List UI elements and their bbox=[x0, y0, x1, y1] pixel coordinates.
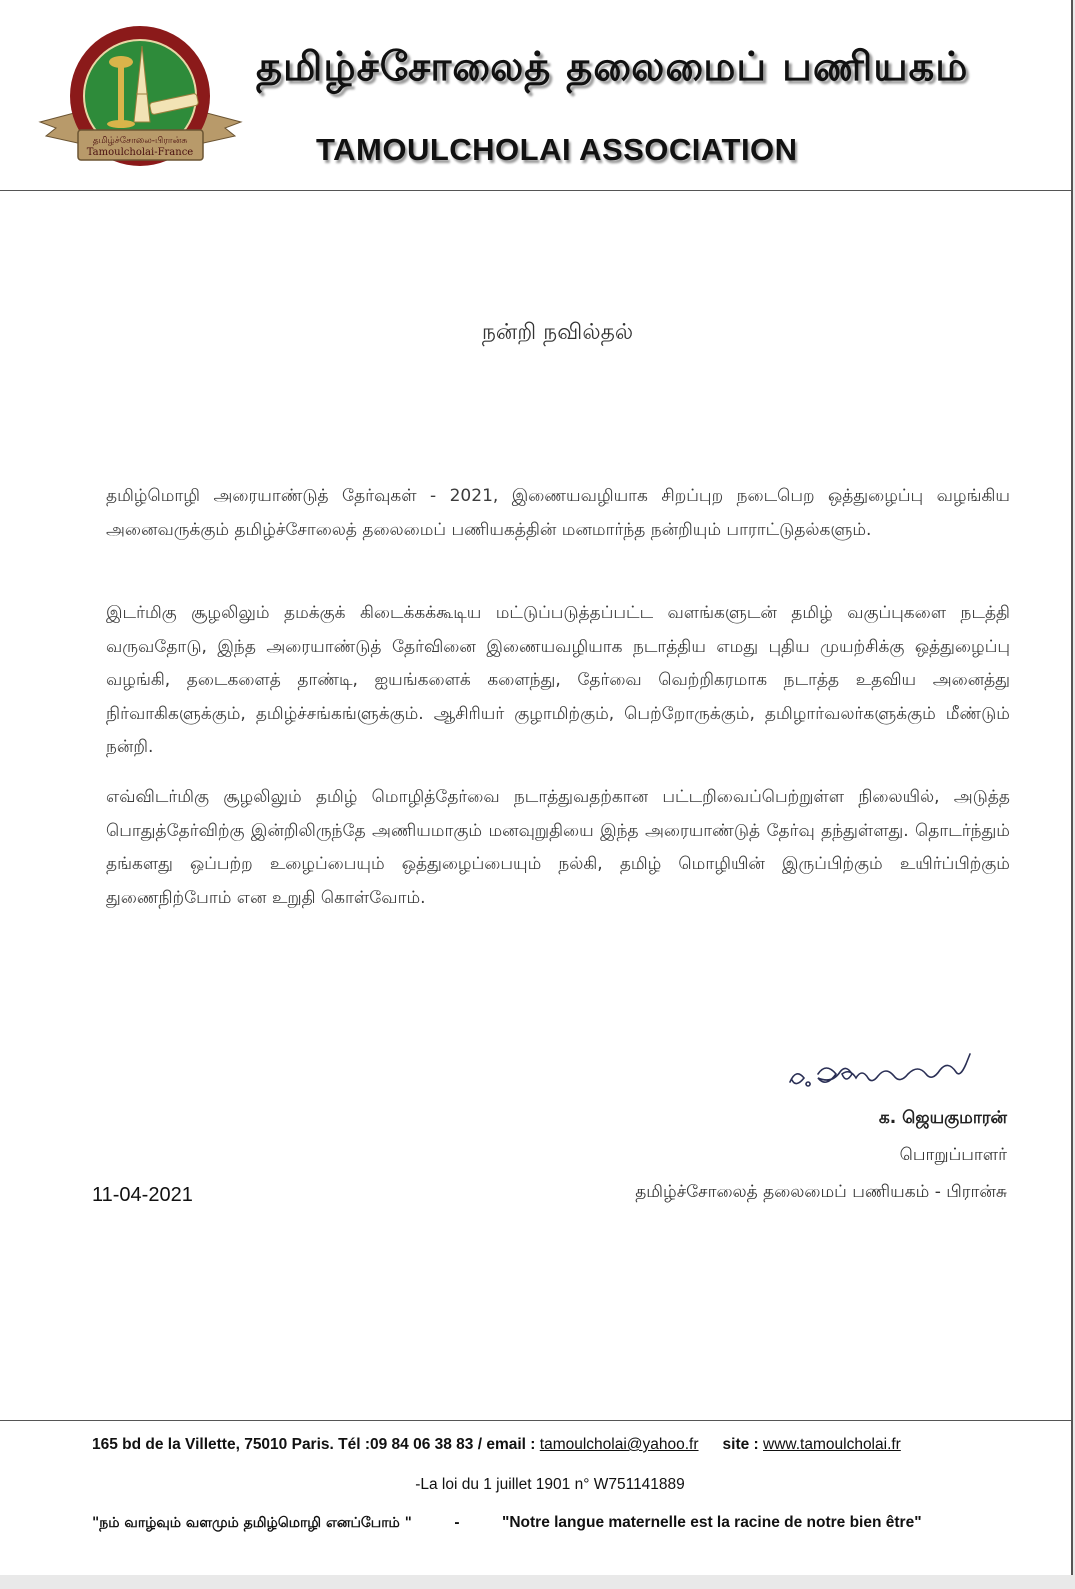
paragraph-3: எவ்விடர்மிகு சூழலிலும் தமிழ் மொழித்தேர்வை நடாத்துவதற்கான பட்டறிவைப்பெற்றுள்ள நிலையில், அடுத்த பொதுத்தேர்விற்கு இன்றிலிருந்தே அணியமாகும் மனவுறுதியை இந்த அரையாண்டுத் தேர்வு தந்துள்ளது. தொடர்ந்தும் தங்களது ஒப்பற்ற உழைப்பையும் ஒத்துழைப்பையும் நல்கி, தமிழ் மொழியின் இருப்பிற்கும் உயிர்ப்பிற்கும் துணைநிற்போம் என உறுதி கொள்வோம். bbox=[106, 787, 1010, 908]
document-date: 11-04-2021 bbox=[92, 1184, 193, 1206]
footer-divider bbox=[0, 1420, 1073, 1421]
footer-site-label: site : bbox=[722, 1436, 764, 1453]
footer-contact bbox=[92, 1436, 1012, 1454]
footer-motto-tamil: "நம் வாழ்வும் வளமும் தமிழ்மொழி எனப்போம் " bbox=[92, 1515, 412, 1531]
footer-mottos bbox=[92, 1514, 1012, 1533]
organization-title-french: TAMOULCHOLAI ASSOCIATION bbox=[316, 132, 798, 167]
footer-site-link[interactable]: www.tamoulcholai.fr bbox=[763, 1436, 901, 1453]
organization-title-tamil: தமிழ்ச்சோலைத் தலைமைப் பணியகம் bbox=[256, 44, 969, 90]
paragraph-2: இடர்மிகு சூழலிலும் தமக்குக் கிடைக்கக்கூடிய மட்டுப்படுத்தப்பட்ட வளங்களுடன் தமிழ் வகுப்புகளை நடத்தி வருவதோடு, இந்த அரையாண்டுத் தேர்வினை இணையவழியாக நடாத்திய எமது புதிய முயற்சிக்கு ஒத்துழைப்பு வழங்கி, தடைகளைத் தாண்டி, ஐயங்களைக் களைந்து, தேர்வை வெற்றிகரமாக நடாத்த உதவிய அனைத்து நிர்வாகிகளுக்கும், தமிழ்ச்சங்கங்ளுக்கும். ஆசிரியர் குழாமிற்கும், பெற்றோருக்கும், தமிழார்வலர்களுக்கும் மீண்டும் நன்றி. bbox=[106, 603, 1010, 757]
footer-email-link[interactable]: tamoulcholai@yahoo.fr bbox=[539, 1436, 699, 1453]
association-logo bbox=[38, 24, 243, 174]
logo-banner-tamil: தமிழ்ச்சோலை-பிரான்சு bbox=[92, 136, 188, 146]
logo-banner-french: Tamoulcholai-France bbox=[86, 147, 194, 158]
document-title: நன்றி நவில்தல் bbox=[481, 320, 634, 345]
signer-name: க. ஜெயகுமாரன் bbox=[878, 1108, 1007, 1128]
footer-legal: -La loi du 1 juillet 1901 n° W751141889 bbox=[415, 1476, 685, 1493]
handwritten-signature bbox=[784, 1052, 1014, 1100]
footer-motto-separator: - bbox=[454, 1514, 460, 1531]
header-divider bbox=[0, 190, 1073, 191]
signer-role: பொறுப்பாளர் bbox=[899, 1145, 1007, 1165]
footer-motto-french: "Notre langue maternelle est la racine de notre bien être" bbox=[501, 1514, 922, 1531]
signer-organization: தமிழ்ச்சோலைத் தலைமைப் பணியகம் - பிரான்சு bbox=[635, 1182, 1007, 1202]
paragraph-1: தமிழ்மொழி அரையாண்டுத் தேர்வுகள் - 2021, இணையவழியாக சிறப்புற நடைபெற ஒத்துழைப்பு வழங்கிய அனைவருக்கும் தமிழ்ச்சோலைத் தலைமைப் பணியகத்தின் மனமார்ந்த நன்றியும் பாராட்டுதல்களும். bbox=[106, 486, 1010, 540]
footer-address: 165 bd de la Villette, 75010 Paris. Tél :09 84 06 38 83 / email : bbox=[92, 1436, 540, 1453]
